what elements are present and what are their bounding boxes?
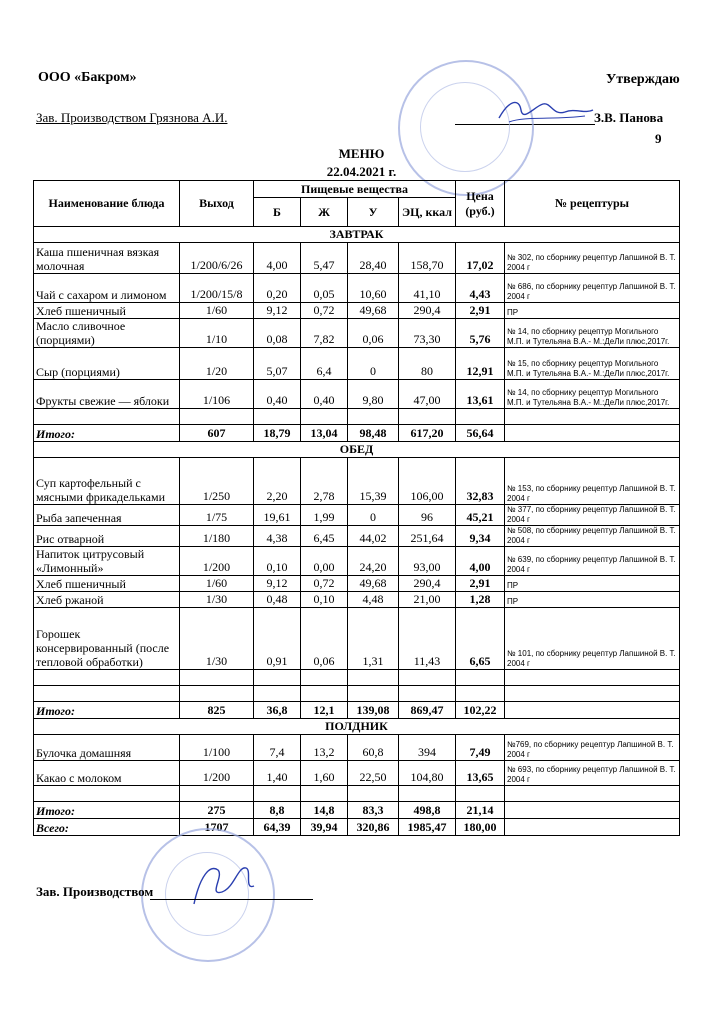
- dish-recipe: № 15, по сборнику рецептур Могильного М.П. и Тутельяна В.А.- М.:ДеЛи плюс,2017г.: [505, 348, 680, 380]
- col-header-name: Наименование блюда: [34, 181, 180, 227]
- dish-output: 1/100: [180, 735, 254, 761]
- dish-protein: 19,61: [254, 505, 301, 526]
- dish-energy: 394: [399, 735, 456, 761]
- blank-cell: [254, 670, 301, 686]
- col-header-price: Цена (руб.): [456, 181, 505, 227]
- dish-price: 2,91: [456, 576, 505, 592]
- dish-fat: 7,82: [301, 319, 348, 348]
- dish-name: Рыба запеченная: [34, 505, 180, 526]
- total-label: Итого:: [34, 425, 180, 442]
- blank-cell: [348, 409, 399, 425]
- dish-price: 7,49: [456, 735, 505, 761]
- grand-total-price: 180,00: [456, 819, 505, 836]
- blank-cell: [34, 686, 180, 702]
- total-price: 56,64: [456, 425, 505, 442]
- dish-name: Хлеб ржаной: [34, 592, 180, 608]
- dish-fat: 6,4: [301, 348, 348, 380]
- dish-recipe: № 686, по сборнику рецептур Лапшиной В. Т. 2004 г: [505, 274, 680, 303]
- blank-row: [34, 670, 680, 686]
- total-protein: 8,8: [254, 802, 301, 819]
- table-row: [34, 243, 680, 274]
- dish-output: 1/20: [180, 348, 254, 380]
- dish-output: 1/200: [180, 761, 254, 786]
- menu-date: 22.04.2021 г.: [326, 164, 397, 179]
- dish-name: Хлеб пшеничный: [34, 576, 180, 592]
- dish-price: 13,61: [456, 380, 505, 409]
- table-row: [34, 274, 680, 303]
- dish-name: Хлеб пшеничный: [34, 303, 180, 319]
- blank-cell: [301, 670, 348, 686]
- table-row: [34, 576, 680, 592]
- table-row: [34, 547, 680, 576]
- dish-energy: 104,80: [399, 761, 456, 786]
- blank-cell: [399, 786, 456, 802]
- blank-cell: [399, 670, 456, 686]
- head-of-production-line: Зав. Производством Грязнова А.И.: [36, 110, 228, 125]
- footer-signature-line: [150, 899, 313, 900]
- dish-energy: 21,00: [399, 592, 456, 608]
- total-energy: 869,47: [399, 702, 456, 719]
- dish-carbs: 44,02: [348, 526, 399, 547]
- blank-cell: [505, 670, 680, 686]
- blank-cell: [399, 686, 456, 702]
- total-output: 275: [180, 802, 254, 819]
- approver-name: З.В. Панова: [594, 110, 664, 125]
- dish-protein: 0,91: [254, 608, 301, 670]
- total-label: Итого:: [34, 802, 180, 819]
- section-header-row: [34, 442, 680, 458]
- blank-cell: [180, 686, 254, 702]
- dish-name: Каша пшеничная вязкая молочная: [34, 243, 180, 274]
- dish-fat: 5,47: [301, 243, 348, 274]
- grand-total-output: 1707: [180, 819, 254, 836]
- dish-output: 1/30: [180, 592, 254, 608]
- dish-output: 1/106: [180, 380, 254, 409]
- blank-cell: [301, 686, 348, 702]
- dish-protein: 1,40: [254, 761, 301, 786]
- dish-energy: 96: [399, 505, 456, 526]
- table-row: [34, 608, 680, 670]
- dish-output: 1/200/6/26: [180, 243, 254, 274]
- total-output: 825: [180, 702, 254, 719]
- dish-output: 1/75: [180, 505, 254, 526]
- dish-price: 13,65: [456, 761, 505, 786]
- col-header-b: Б: [254, 198, 301, 227]
- dish-fat: 1,99: [301, 505, 348, 526]
- dish-fat: 0,72: [301, 303, 348, 319]
- dish-protein: 5,07: [254, 348, 301, 380]
- dish-carbs: 60,8: [348, 735, 399, 761]
- dish-recipe: № 14, по сборнику рецептур Могильного М.П. и Тутельяна В.А.- М.:ДеЛи плюс,2017г.: [505, 319, 680, 348]
- blank-cell: [348, 686, 399, 702]
- col-header-nutrients: Пищевые вещества: [254, 181, 456, 198]
- table-row: [34, 526, 680, 547]
- dish-output: 1/200/15/8: [180, 274, 254, 303]
- dish-carbs: 1,31: [348, 608, 399, 670]
- dish-energy: 41,10: [399, 274, 456, 303]
- dish-name: Какао с молоком: [34, 761, 180, 786]
- dish-carbs: 49,68: [348, 576, 399, 592]
- dish-protein: 4,38: [254, 526, 301, 547]
- blank-cell: [34, 786, 180, 802]
- dish-energy: 73,30: [399, 319, 456, 348]
- dish-energy: 47,00: [399, 380, 456, 409]
- grand-total-fat: 39,94: [301, 819, 348, 836]
- col-header-u: У: [348, 198, 399, 227]
- dish-recipe: № 508, по сборнику рецептур Лапшиной В. Т. 2004 г: [505, 526, 680, 547]
- total-protein: 36,8: [254, 702, 301, 719]
- blank-cell: [301, 786, 348, 802]
- dish-price: 6,65: [456, 608, 505, 670]
- dish-fat: 13,2: [301, 735, 348, 761]
- dish-price: 2,91: [456, 303, 505, 319]
- dish-protein: 0,48: [254, 592, 301, 608]
- signature-line: [455, 124, 595, 125]
- dish-name: Напиток цитрусовый «Лимонный»: [34, 547, 180, 576]
- dish-protein: 9,12: [254, 576, 301, 592]
- dish-protein: 2,20: [254, 458, 301, 505]
- dish-carbs: 22,50: [348, 761, 399, 786]
- dish-energy: 290,4: [399, 303, 456, 319]
- blank-cell: [456, 786, 505, 802]
- dish-recipe: № 302, по сборнику рецептур Лапшиной В. Т. 2004 г: [505, 243, 680, 274]
- dish-name: Горошек консервированный (после тепловой обработки): [34, 608, 180, 670]
- table-row: [34, 303, 680, 319]
- dish-fat: 0,05: [301, 274, 348, 303]
- blank-cell: [456, 670, 505, 686]
- dish-price: 45,21: [456, 505, 505, 526]
- dish-fat: 0,40: [301, 380, 348, 409]
- dish-price: 32,83: [456, 458, 505, 505]
- dish-price: 5,76: [456, 319, 505, 348]
- dish-price: 4,00: [456, 547, 505, 576]
- dish-recipe: ПР: [505, 303, 680, 319]
- total-carbs: 139,08: [348, 702, 399, 719]
- col-header-ec: ЭЦ, ккал: [399, 198, 456, 227]
- dish-name: Булочка домашняя: [34, 735, 180, 761]
- menu-title: МЕНЮ: [338, 146, 385, 161]
- dish-recipe: № 14, по сборнику рецептур Могильного М.П. и Тутельяна В.А.- М.:ДеЛи плюс,2017г.: [505, 380, 680, 409]
- dish-protein: 4,00: [254, 243, 301, 274]
- blank-cell: [399, 409, 456, 425]
- dish-name: Масло сливочное (порциями): [34, 319, 180, 348]
- blank-cell: [348, 786, 399, 802]
- blank-row: [34, 409, 680, 425]
- dish-energy: 80: [399, 348, 456, 380]
- dish-price: 12,91: [456, 348, 505, 380]
- blank-cell: [456, 686, 505, 702]
- blank-cell: [301, 409, 348, 425]
- table-row: [34, 761, 680, 786]
- grand-total-protein: 64,39: [254, 819, 301, 836]
- blank-cell: [180, 670, 254, 686]
- dish-protein: 0,10: [254, 547, 301, 576]
- section-title: ЗАВТРАК: [34, 227, 680, 243]
- blank-cell: [456, 409, 505, 425]
- dish-output: 1/30: [180, 608, 254, 670]
- total-fat: 14,8: [301, 802, 348, 819]
- grand-total-carbs: 320,86: [348, 819, 399, 836]
- dish-price: 1,28: [456, 592, 505, 608]
- dish-carbs: 9,80: [348, 380, 399, 409]
- dish-energy: 106,00: [399, 458, 456, 505]
- total-protein: 18,79: [254, 425, 301, 442]
- col-header-zh: Ж: [301, 198, 348, 227]
- blank-cell: [348, 670, 399, 686]
- blank-cell: [180, 409, 254, 425]
- total-output: 607: [180, 425, 254, 442]
- total-label: Итого:: [34, 702, 180, 719]
- dish-fat: 0,06: [301, 608, 348, 670]
- dish-recipe: № 153, по сборнику рецептур Лапшиной В. Т. 2004 г: [505, 458, 680, 505]
- dish-name: Сыр (порциями): [34, 348, 180, 380]
- total-price: 102,22: [456, 702, 505, 719]
- total-price: 21,14: [456, 802, 505, 819]
- col-header-recipe: № рецептуры: [505, 181, 680, 227]
- dish-carbs: 15,39: [348, 458, 399, 505]
- dish-fat: 6,45: [301, 526, 348, 547]
- approve-label: Утверждаю: [606, 72, 680, 87]
- table-row: [34, 319, 680, 348]
- grand-total-recipe: [505, 819, 680, 836]
- blank-cell: [180, 786, 254, 802]
- dish-carbs: 49,68: [348, 303, 399, 319]
- table-row: [34, 348, 680, 380]
- menu-table: [33, 180, 680, 836]
- dish-price: 17,02: [456, 243, 505, 274]
- total-row: [34, 425, 680, 442]
- total-carbs: 83,3: [348, 802, 399, 819]
- dish-protein: 9,12: [254, 303, 301, 319]
- table-row: [34, 380, 680, 409]
- section-header-row: [34, 719, 680, 735]
- section-title: ПОЛДНИК: [34, 719, 680, 735]
- total-carbs: 98,48: [348, 425, 399, 442]
- grand-total-label: Всего:: [34, 819, 180, 836]
- blank-cell: [254, 409, 301, 425]
- blank-cell: [34, 409, 180, 425]
- dish-carbs: 0: [348, 348, 399, 380]
- blank-cell: [505, 409, 680, 425]
- table-row: [34, 592, 680, 608]
- dish-recipe: ПР: [505, 592, 680, 608]
- total-row: [34, 802, 680, 819]
- dish-protein: 0,20: [254, 274, 301, 303]
- dish-recipe: № 693, по сборнику рецептур Лапшиной В. Т. 2004 г: [505, 761, 680, 786]
- total-row: [34, 702, 680, 719]
- blank-row: [34, 686, 680, 702]
- dish-carbs: 4,48: [348, 592, 399, 608]
- signature-icon: [188, 856, 258, 912]
- dish-output: 1/180: [180, 526, 254, 547]
- dish-recipe: ПР: [505, 576, 680, 592]
- dish-recipe: № 101, по сборнику рецептур Лапшиной В. Т. 2004 г: [505, 608, 680, 670]
- dish-protein: 0,40: [254, 380, 301, 409]
- dish-energy: 251,64: [399, 526, 456, 547]
- blank-cell: [34, 670, 180, 686]
- dish-output: 1/60: [180, 576, 254, 592]
- dish-name: Рис отварной: [34, 526, 180, 547]
- grand-total-energy: 1985,47: [399, 819, 456, 836]
- section-title: ОБЕД: [34, 442, 680, 458]
- total-recipe: [505, 702, 680, 719]
- dish-recipe: № 377, по сборнику рецептур Лапшиной В. Т. 2004 г: [505, 505, 680, 526]
- dish-fat: 0,10: [301, 592, 348, 608]
- section-header-row: [34, 227, 680, 243]
- blank-cell: [505, 686, 680, 702]
- blank-row: [34, 786, 680, 802]
- total-recipe: [505, 425, 680, 442]
- table-row: [34, 735, 680, 761]
- dish-price: 9,34: [456, 526, 505, 547]
- grand-total-row: [34, 819, 680, 836]
- dish-fat: 0,00: [301, 547, 348, 576]
- dish-carbs: 0,06: [348, 319, 399, 348]
- dish-energy: 11,43: [399, 608, 456, 670]
- total-energy: 617,20: [399, 425, 456, 442]
- round-seal-icon: [141, 828, 275, 962]
- dish-price: 4,43: [456, 274, 505, 303]
- blank-cell: [254, 786, 301, 802]
- table-row: [34, 505, 680, 526]
- dish-carbs: 0: [348, 505, 399, 526]
- dish-recipe: №769, по сборнику рецептур Лапшиной В. Т. 2004 г: [505, 735, 680, 761]
- total-recipe: [505, 802, 680, 819]
- dish-protein: 0,08: [254, 319, 301, 348]
- organization-name: ООО «Бакром»: [38, 70, 137, 85]
- dish-output: 1/60: [180, 303, 254, 319]
- dish-fat: 0,72: [301, 576, 348, 592]
- dish-output: 1/250: [180, 458, 254, 505]
- col-header-output: Выход: [180, 181, 254, 227]
- page-number: 9: [655, 131, 662, 146]
- dish-protein: 7,4: [254, 735, 301, 761]
- dish-carbs: 24,20: [348, 547, 399, 576]
- table-row: [34, 458, 680, 505]
- total-energy: 498,8: [399, 802, 456, 819]
- total-fat: 13,04: [301, 425, 348, 442]
- dish-carbs: 10,60: [348, 274, 399, 303]
- dish-fat: 2,78: [301, 458, 348, 505]
- dish-output: 1/10: [180, 319, 254, 348]
- dish-energy: 158,70: [399, 243, 456, 274]
- dish-carbs: 28,40: [348, 243, 399, 274]
- total-fat: 12,1: [301, 702, 348, 719]
- dish-energy: 93,00: [399, 547, 456, 576]
- blank-cell: [254, 686, 301, 702]
- footer-head-of-production: Зав. Производством: [36, 884, 154, 899]
- dish-energy: 290,4: [399, 576, 456, 592]
- dish-recipe: № 639, по сборнику рецептур Лапшиной В. Т. 2004 г: [505, 547, 680, 576]
- blank-cell: [505, 786, 680, 802]
- dish-name: Суп картофельный с мясными фрикадельками: [34, 458, 180, 505]
- dish-output: 1/200: [180, 547, 254, 576]
- dish-name: Чай с сахаром и лимоном: [34, 274, 180, 303]
- dish-name: Фрукты свежие — яблоки: [34, 380, 180, 409]
- dish-fat: 1,60: [301, 761, 348, 786]
